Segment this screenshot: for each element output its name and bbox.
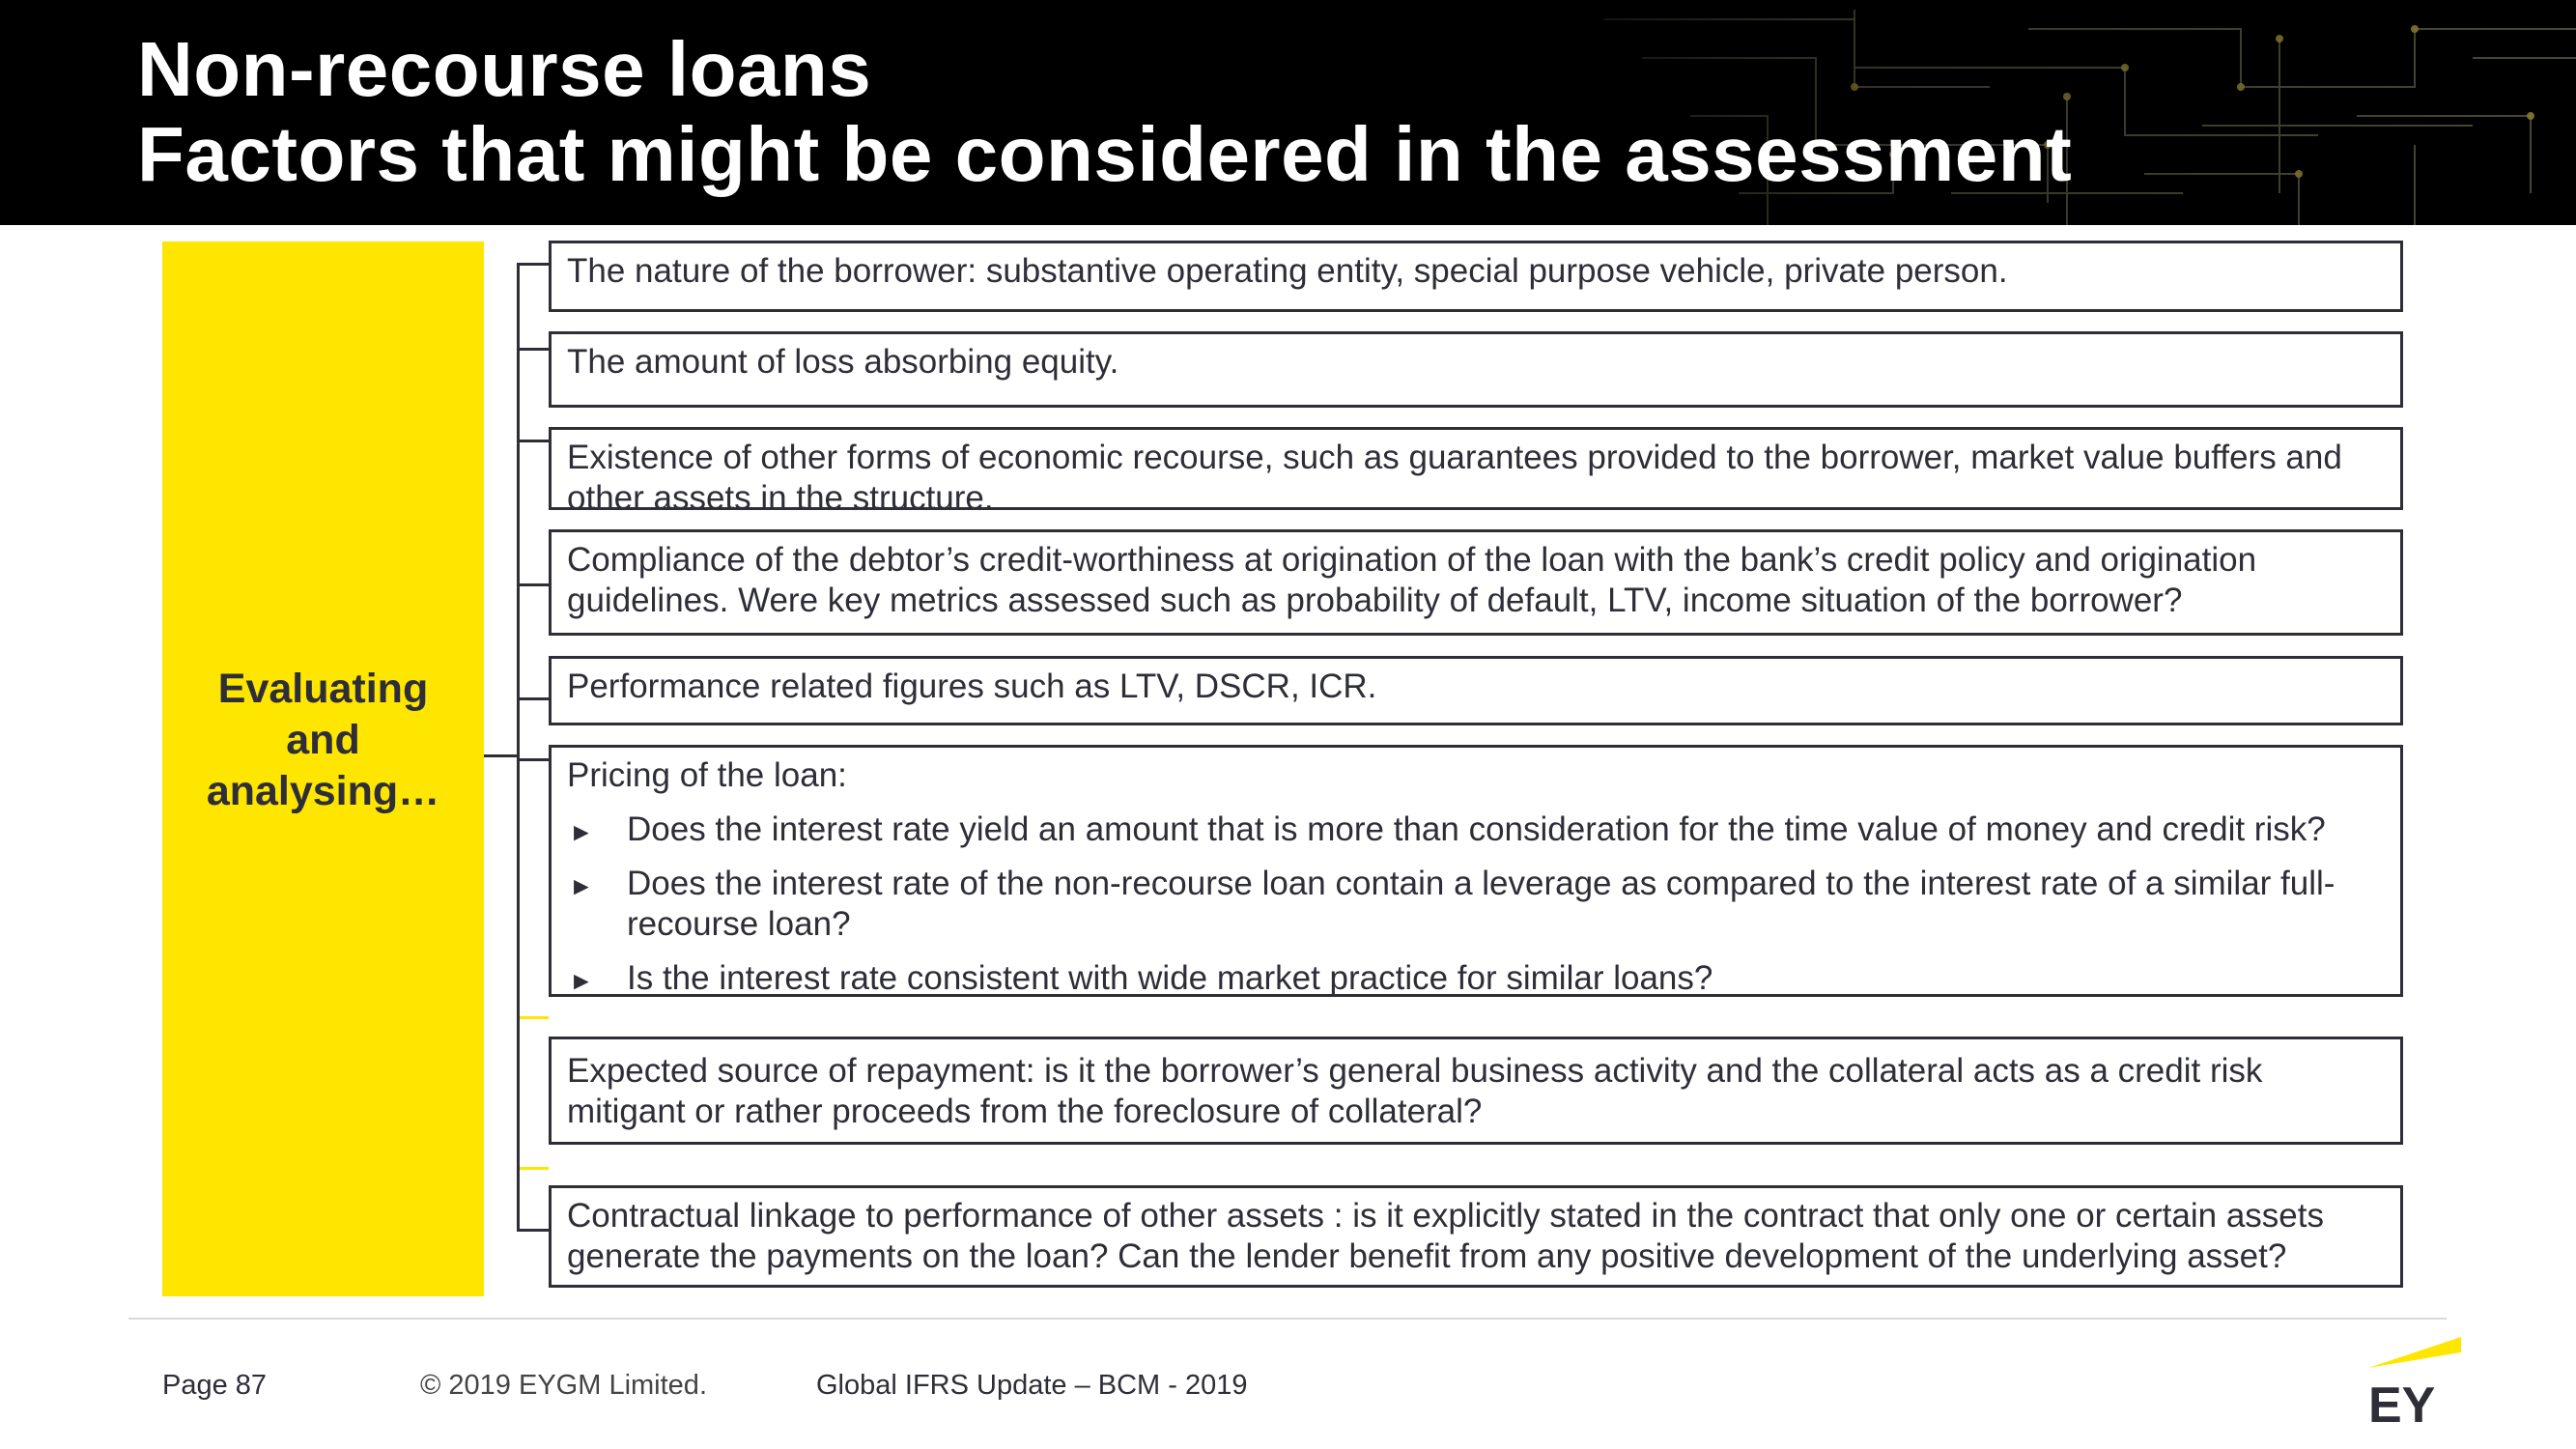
page-title — [137, 27, 2072, 197]
factor-text: Contractual linkage to performance of other assets : is it explicitly stated in the contract that only one or certain assets generate the payments on the loan? Can the lender benefit from any positive development of the underlying asset? — [567, 1197, 2324, 1275]
title-line-2: Factors that might be considered in the assessment — [137, 111, 2073, 197]
factor-box-repayment-source — [549, 1037, 2403, 1145]
copyright-notice: © 2019 EYGM Limited. — [420, 1370, 707, 1401]
factor-text: Compliance of the debtor’s credit-worthiness at origination of the loan with the bank’s credit policy and origination guidelines. Were key metrics assessed such as probability of default, LTV, income situation of the borrower? — [567, 541, 2257, 619]
list-item — [567, 864, 2387, 945]
factor-text: Expected source of repayment: is it the borrower’s general business activity and the collateral acts as a credit risk mitigant or rather proceeds from the foreclosure of collateral? — [567, 1052, 2263, 1130]
pricing-bullet-list — [567, 810, 2387, 999]
connector-branch — [517, 758, 549, 761]
connector-branch — [517, 1229, 549, 1232]
factor-box-loss-equity — [549, 331, 2403, 408]
factor-text: Pricing of the loan: — [567, 756, 847, 794]
connector-branch — [517, 440, 549, 442]
list-item — [567, 958, 2387, 999]
factor-box-contractual-linkage — [549, 1185, 2403, 1288]
connector-branch — [517, 697, 549, 700]
ey-logo-icon — [2357, 1333, 2473, 1430]
factor-text: Performance related figures such as LTV, DSCR, ICR. — [567, 668, 1377, 705]
factor-text: The amount of loss absorbing equity. — [567, 343, 1119, 381]
page-number: Page 87 — [162, 1370, 268, 1401]
triangle-right-icon: ► — [569, 817, 594, 846]
bullet-text: Is the interest rate consistent with wide market practice for similar loans? — [627, 959, 1713, 997]
connector-branch-accent — [520, 1016, 549, 1019]
triangle-right-icon: ► — [569, 871, 594, 900]
list-item — [567, 810, 2387, 850]
logo-text: EY — [2368, 1378, 2436, 1430]
footer-divider — [128, 1318, 2447, 1320]
connector-spine — [517, 263, 520, 1231]
factor-box-borrower-nature — [549, 241, 2403, 312]
header-banner — [0, 0, 2576, 225]
factor-box-credit-worthiness — [549, 529, 2403, 636]
connector-branch-accent — [520, 1167, 549, 1170]
bullet-text: Does the interest rate yield an amount that is more than consideration for the time value of money and credit risk? — [627, 810, 2326, 848]
factor-box-performance-figures — [549, 656, 2403, 725]
factor-box-economic-recourse — [549, 427, 2403, 517]
event-name: Global IFRS Update – BCM - 2019 — [816, 1370, 1248, 1401]
factor-text: The nature of the borrower: substantive operating entity, special purpose vehicle, private person. — [567, 252, 2008, 290]
factor-box-loan-pricing — [549, 745, 2403, 997]
connector-branch — [517, 583, 549, 586]
factor-text: Existence of other forms of economic recourse, such as guarantees provided to the borrower, market value buffers and other assets in the structure. — [567, 439, 2342, 517]
connector-branch — [517, 263, 549, 266]
category-panel — [162, 242, 484, 1296]
title-line-1: Non-recourse loans — [137, 26, 872, 112]
bullet-text: Does the interest rate of the non-recourse loan contain a leverage as compared to the interest rate of a similar full-recourse loan? — [627, 865, 2335, 943]
connector-stub — [484, 754, 519, 757]
category-label: Evaluating and analysing… — [206, 665, 440, 814]
connector-branch — [517, 348, 549, 351]
triangle-right-icon: ► — [569, 966, 594, 995]
